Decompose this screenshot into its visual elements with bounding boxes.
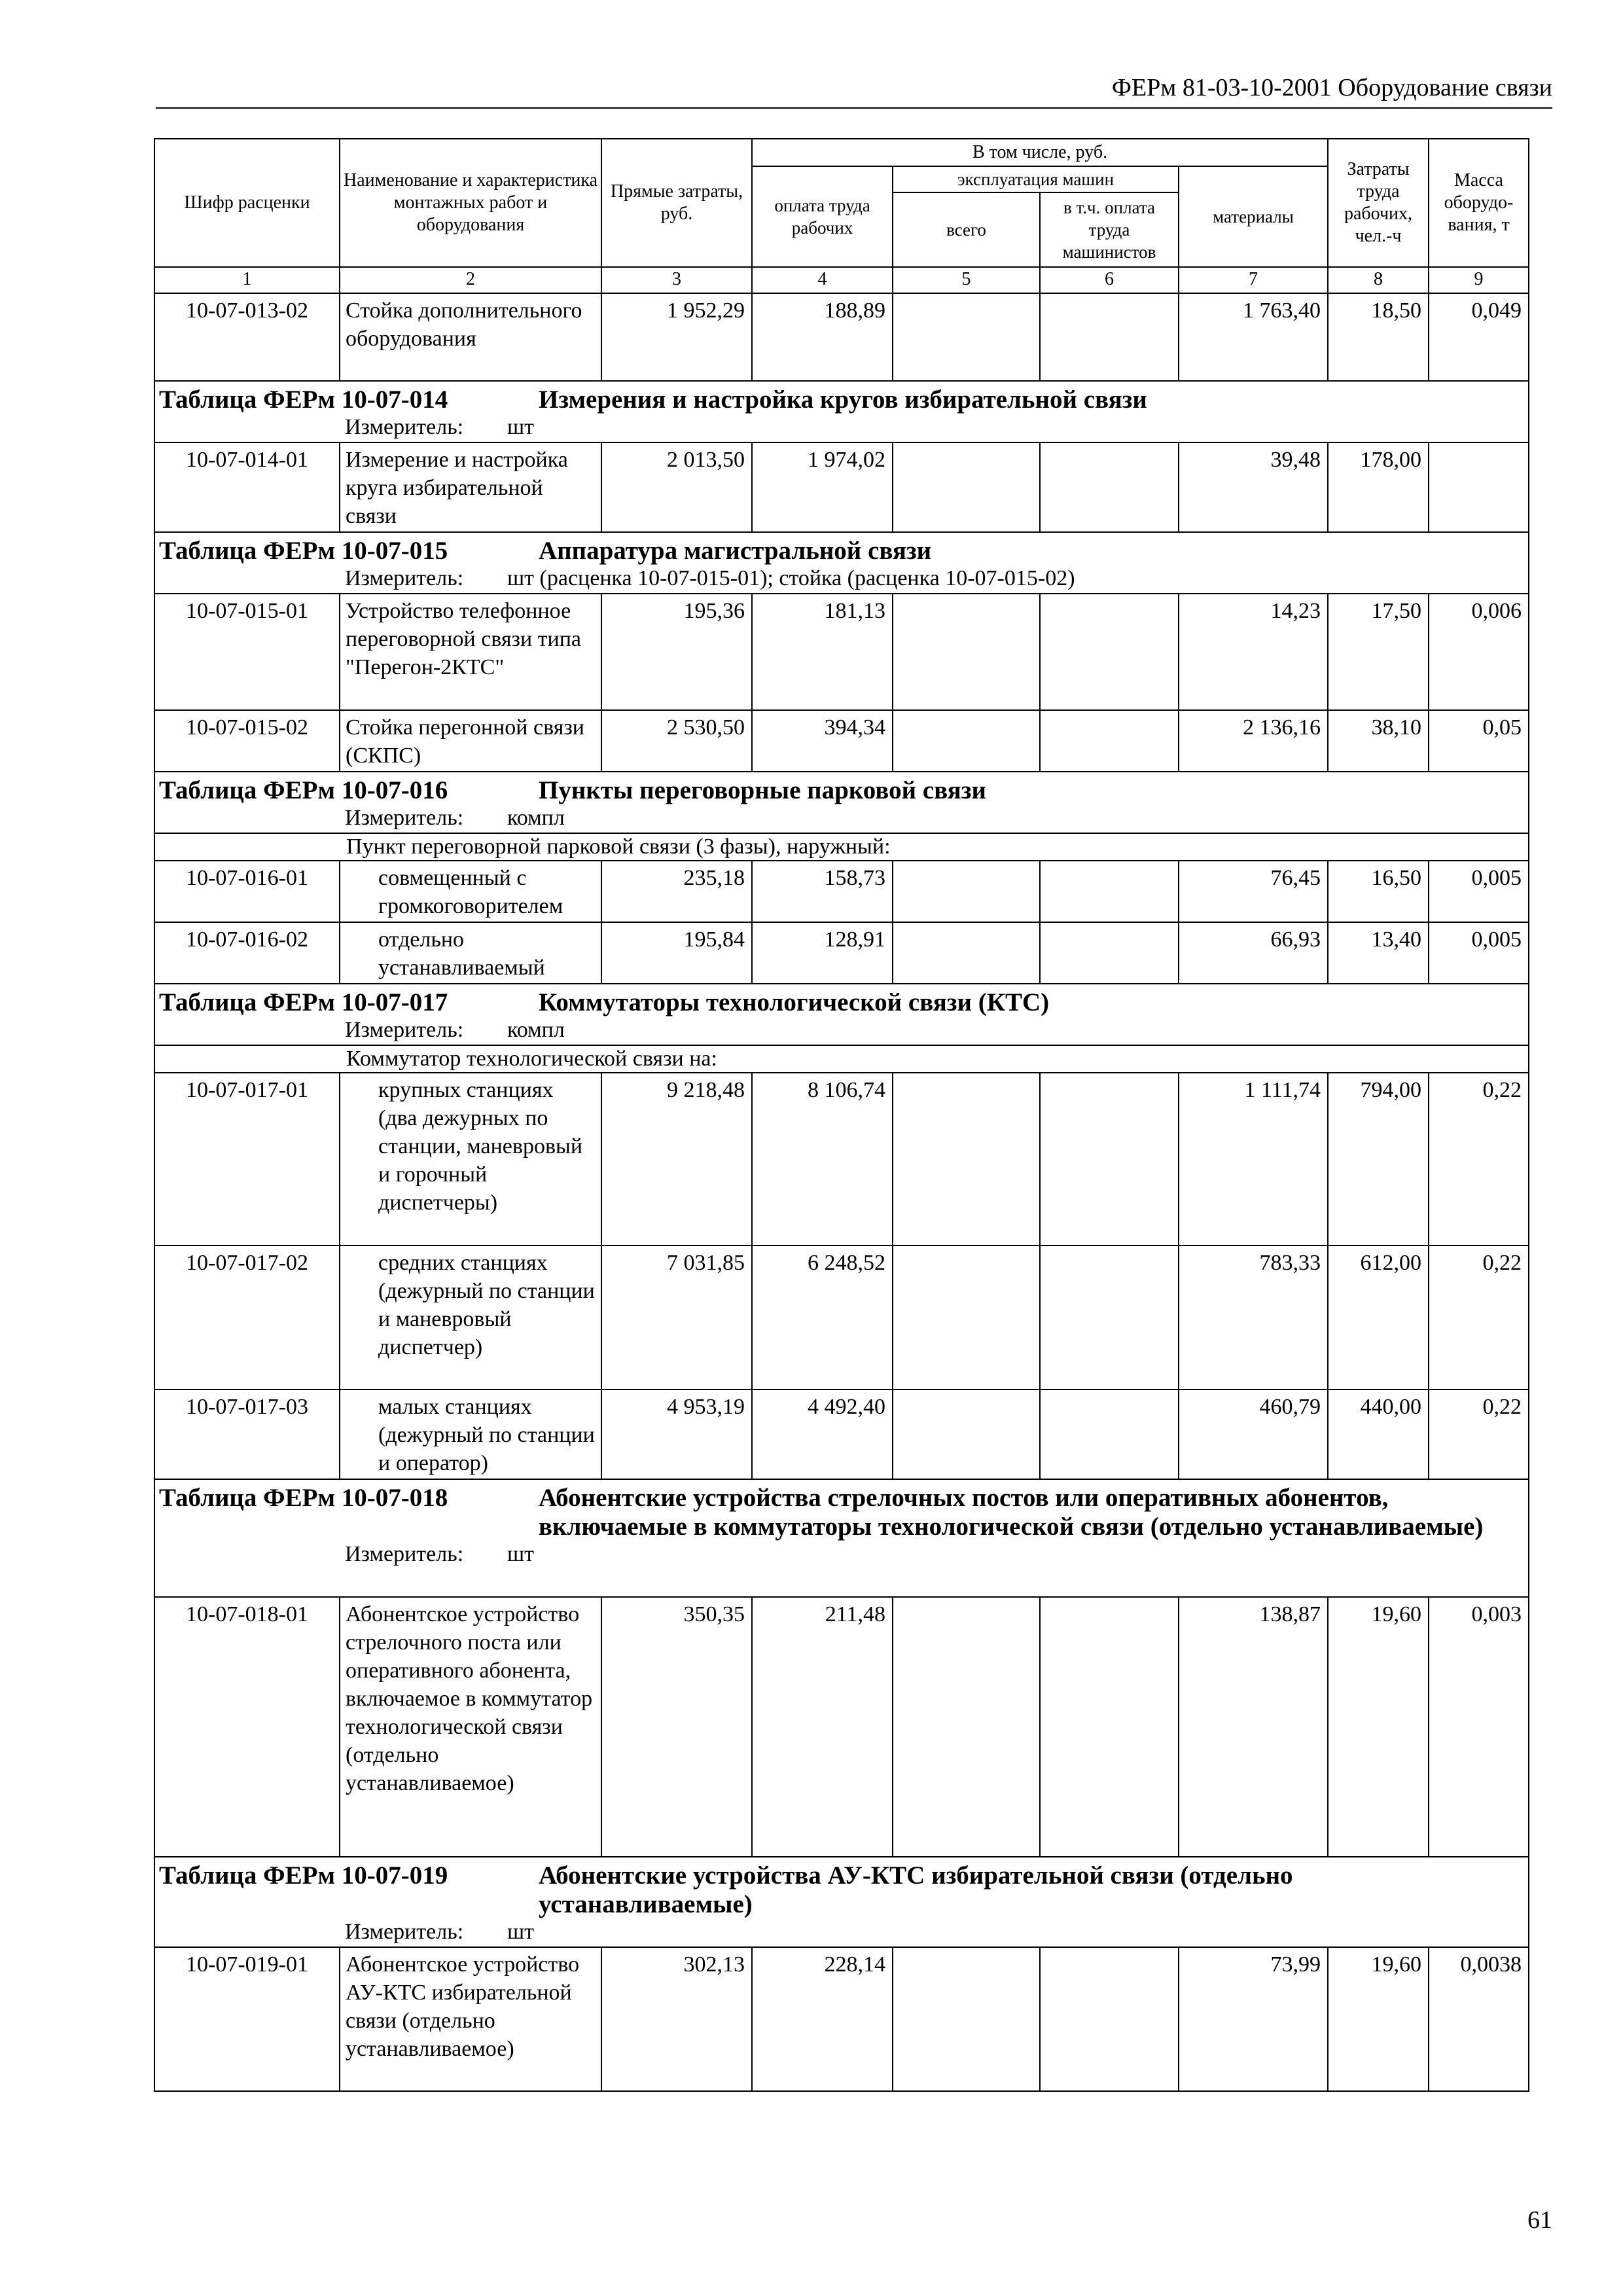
section-title: Измерения и настройка кругов избирательной связи: [539, 386, 1147, 414]
section-label: Таблица ФЕРм 10-07-016: [159, 776, 448, 804]
equipment-mass: 0,003: [1429, 1597, 1529, 1857]
equipment-mass: 0,005: [1429, 861, 1529, 922]
labor-hours: 18,50: [1328, 293, 1429, 381]
header-labor-cost: Затраты труда рабочих, чел.-ч: [1328, 139, 1429, 267]
labor-pay: 228,14: [752, 1947, 893, 2091]
equipment-mass: 0,0038: [1429, 1947, 1529, 2091]
column-number: 3: [601, 267, 752, 293]
rate-code: 10-07-016-02: [154, 922, 340, 984]
rate-name: Абонентское устройство стрелочного поста или оперативного абонента, включаемое в коммутатор технологической связи (отдельно устанавливаемое): [340, 1597, 601, 1857]
unit-label: Измеритель:: [345, 806, 464, 830]
machine-total: [893, 1073, 1040, 1246]
rate-name: совмещенный с громкоговорителем: [340, 861, 601, 922]
table-row: [154, 922, 1529, 984]
table-row: [154, 442, 1529, 532]
section-row: [154, 772, 1529, 833]
rate-name: крупных станциях (два дежурных по станции, маневровый и горочный диспетчеры): [340, 1073, 601, 1246]
machine-labor: [1040, 1246, 1179, 1390]
equipment-mass: 0,049: [1429, 293, 1529, 381]
column-number: 6: [1040, 267, 1179, 293]
direct-costs: 1 952,29: [601, 293, 752, 381]
labor-pay: 158,73: [752, 861, 893, 922]
unit-label: Измеритель:: [345, 1920, 464, 1944]
unit-value: шт: [507, 415, 535, 439]
header-name: Наименование и характеристика монтажных работ и оборудования: [340, 139, 601, 267]
page-number: 61: [1527, 2206, 1552, 2234]
rate-code: 10-07-017-01: [154, 1073, 340, 1246]
header-machine-total: всего: [893, 192, 1040, 267]
group-row: [154, 833, 1529, 861]
unit-label: Измеритель:: [345, 566, 464, 590]
table-row: [154, 861, 1529, 922]
rate-code: 10-07-015-02: [154, 710, 340, 772]
section-label: Таблица ФЕРм 10-07-019: [159, 1861, 448, 1890]
table-row: [154, 1947, 1529, 2091]
direct-costs: 2 013,50: [601, 442, 752, 532]
machine-labor: [1040, 1597, 1179, 1857]
rate-code: 10-07-017-02: [154, 1246, 340, 1390]
section-row: [154, 381, 1529, 442]
machine-labor: [1040, 922, 1179, 984]
section-title: Абонентские устройства АУ-КТС избирательной связи (отдельно устанавливаемые): [539, 1861, 1293, 1918]
rate-code: 10-07-013-02: [154, 293, 340, 381]
labor-pay: 4 492,40: [752, 1390, 893, 1479]
header-machine-use: эксплуатация машин: [893, 166, 1179, 192]
labor-hours: 612,00: [1328, 1246, 1429, 1390]
labor-hours: 13,40: [1328, 922, 1429, 984]
section-label: Таблица ФЕРм 10-07-017: [159, 988, 448, 1016]
direct-costs: 350,35: [601, 1597, 752, 1857]
materials: 138,87: [1179, 1597, 1328, 1857]
materials: 66,93: [1179, 922, 1328, 984]
labor-pay: 8 106,74: [752, 1073, 893, 1246]
direct-costs: 195,84: [601, 922, 752, 984]
unit-value: компл: [507, 1018, 565, 1042]
machine-labor: [1040, 293, 1179, 381]
materials: 76,45: [1179, 861, 1328, 922]
machine-total: [893, 594, 1040, 710]
unit-label: Измеритель:: [345, 415, 464, 439]
direct-costs: 235,18: [601, 861, 752, 922]
column-number: 7: [1179, 267, 1328, 293]
machine-total: [893, 1597, 1040, 1857]
direct-costs: 195,36: [601, 594, 752, 710]
section-title: Абонентские устройства стрелочных постов или оперативных абонентов, включаемые в коммутаторы технологической связи (отдельно устанавливаемые): [539, 1484, 1484, 1541]
header-direct-costs: Прямые затраты, руб.: [601, 139, 752, 267]
machine-labor: [1040, 442, 1179, 532]
section-label: Таблица ФЕРм 10-07-015: [159, 537, 448, 565]
table-row: [154, 1597, 1529, 1857]
direct-costs: 4 953,19: [601, 1390, 752, 1479]
labor-hours: 794,00: [1328, 1073, 1429, 1246]
group-row: [154, 1045, 1529, 1073]
direct-costs: 7 031,85: [601, 1246, 752, 1390]
labor-pay: 1 974,02: [752, 442, 893, 532]
direct-costs: 2 530,50: [601, 710, 752, 772]
section-row: [154, 984, 1529, 1045]
materials: 39,48: [1179, 442, 1328, 532]
equipment-mass: 0,22: [1429, 1246, 1529, 1390]
header-materials: материалы: [1179, 166, 1328, 267]
labor-pay: 188,89: [752, 293, 893, 381]
machine-total: [893, 861, 1040, 922]
table-row: [154, 1073, 1529, 1246]
unit-value: шт: [507, 1542, 535, 1566]
direct-costs: 9 218,48: [601, 1073, 752, 1246]
section-row: [154, 532, 1529, 594]
rate-name: средних станциях (дежурный по станции и маневровый диспетчер): [340, 1246, 601, 1390]
section-row: [154, 1479, 1529, 1597]
header-rule: [156, 107, 1552, 109]
unit-value: шт: [507, 1920, 535, 1944]
rate-code: 10-07-015-01: [154, 594, 340, 710]
machine-labor: [1040, 594, 1179, 710]
header-mass: Масса оборудо-вания, т: [1429, 139, 1529, 267]
rate-name: Стойка дополнительного оборудования: [340, 293, 601, 381]
section-title: Пункты переговорные парковой связи: [539, 776, 986, 804]
header-machine-labor: в т.ч. оплата труда машинистов: [1040, 192, 1179, 267]
labor-hours: 17,50: [1328, 594, 1429, 710]
column-number: 9: [1429, 267, 1529, 293]
labor-hours: 38,10: [1328, 710, 1429, 772]
materials: 783,33: [1179, 1246, 1328, 1390]
unit-label: Измеритель:: [345, 1542, 464, 1566]
rate-name: Устройство телефонное переговорной связи типа "Перегон-2КТС": [340, 594, 601, 710]
equipment-mass: 0,006: [1429, 594, 1529, 710]
equipment-mass: 0,22: [1429, 1390, 1529, 1479]
machine-labor: [1040, 710, 1179, 772]
materials: 1 763,40: [1179, 293, 1328, 381]
rate-name: Стойка перегонной связи (СКПС): [340, 710, 601, 772]
materials: 14,23: [1179, 594, 1328, 710]
machine-labor: [1040, 861, 1179, 922]
column-number: 2: [340, 267, 601, 293]
labor-hours: 440,00: [1328, 1390, 1429, 1479]
rate-name: Измерение и настройка круга избирательной связи: [340, 442, 601, 532]
labor-pay: 6 248,52: [752, 1246, 893, 1390]
running-header: ФЕРм 81-03-10-2001 Оборудование связи: [1111, 74, 1552, 101]
machine-total: [893, 442, 1040, 532]
table-row: [154, 594, 1529, 710]
column-number: 8: [1328, 267, 1429, 293]
column-number: 1: [154, 267, 340, 293]
group-caption: Коммутатор технологической связи на:: [154, 1045, 1529, 1073]
header-labor-pay: оплата труда рабочих: [752, 166, 893, 267]
direct-costs: 302,13: [601, 1947, 752, 2091]
machine-labor: [1040, 1073, 1179, 1246]
machine-total: [893, 1246, 1040, 1390]
machine-total: [893, 1947, 1040, 2091]
rate-name: Абонентское устройство АУ-КТС избирательной связи (отдельно устанавливаемое): [340, 1947, 601, 2091]
section-row: [154, 1857, 1529, 1947]
equipment-mass: 0,05: [1429, 710, 1529, 772]
rate-code: 10-07-014-01: [154, 442, 340, 532]
rate-code: 10-07-018-01: [154, 1597, 340, 1857]
rate-code: 10-07-017-03: [154, 1390, 340, 1479]
section-label: Таблица ФЕРм 10-07-018: [159, 1484, 448, 1512]
group-caption: Пункт переговорной парковой связи (3 фазы), наружный:: [154, 833, 1529, 861]
labor-pay: 181,13: [752, 594, 893, 710]
machine-total: [893, 922, 1040, 984]
equipment-mass: [1429, 442, 1529, 532]
unit-label: Измеритель:: [345, 1018, 464, 1042]
machine-total: [893, 1390, 1040, 1479]
table-row: [154, 1390, 1529, 1479]
column-number: 5: [893, 267, 1040, 293]
section-label: Таблица ФЕРм 10-07-014: [159, 386, 448, 414]
machine-labor: [1040, 1947, 1179, 2091]
header-code: Шифр расценки: [154, 139, 340, 267]
table-row: [154, 710, 1529, 772]
machine-labor: [1040, 1390, 1179, 1479]
rate-code: 10-07-019-01: [154, 1947, 340, 2091]
rate-name: малых станциях (дежурный по станции и оператор): [340, 1390, 601, 1479]
equipment-mass: 0,22: [1429, 1073, 1529, 1246]
rate-code: 10-07-016-01: [154, 861, 340, 922]
materials: 460,79: [1179, 1390, 1328, 1479]
labor-pay: 394,34: [752, 710, 893, 772]
column-number: 4: [752, 267, 893, 293]
section-title: Аппаратура магистральной связи: [539, 537, 932, 565]
rate-name: отдельно устанавливаемый: [340, 922, 601, 984]
table-row: [154, 293, 1529, 381]
header-including: В том числе, руб.: [752, 139, 1328, 166]
section-title: Коммутаторы технологической связи (КТС): [539, 988, 1050, 1016]
labor-pay: 211,48: [752, 1597, 893, 1857]
labor-hours: 178,00: [1328, 442, 1429, 532]
labor-hours: 19,60: [1328, 1597, 1429, 1857]
table-row: [154, 1246, 1529, 1390]
rates-table: [154, 138, 1529, 2092]
machine-total: [893, 710, 1040, 772]
labor-hours: 16,50: [1328, 861, 1429, 922]
labor-pay: 128,91: [752, 922, 893, 984]
unit-value: шт (расценка 10-07-015-01); стойка (расценка 10-07-015-02): [507, 566, 1075, 590]
unit-value: компл: [507, 806, 565, 830]
equipment-mass: 0,005: [1429, 922, 1529, 984]
materials: 1 111,74: [1179, 1073, 1328, 1246]
materials: 2 136,16: [1179, 710, 1328, 772]
materials: 73,99: [1179, 1947, 1328, 2091]
labor-hours: 19,60: [1328, 1947, 1429, 2091]
machine-total: [893, 293, 1040, 381]
